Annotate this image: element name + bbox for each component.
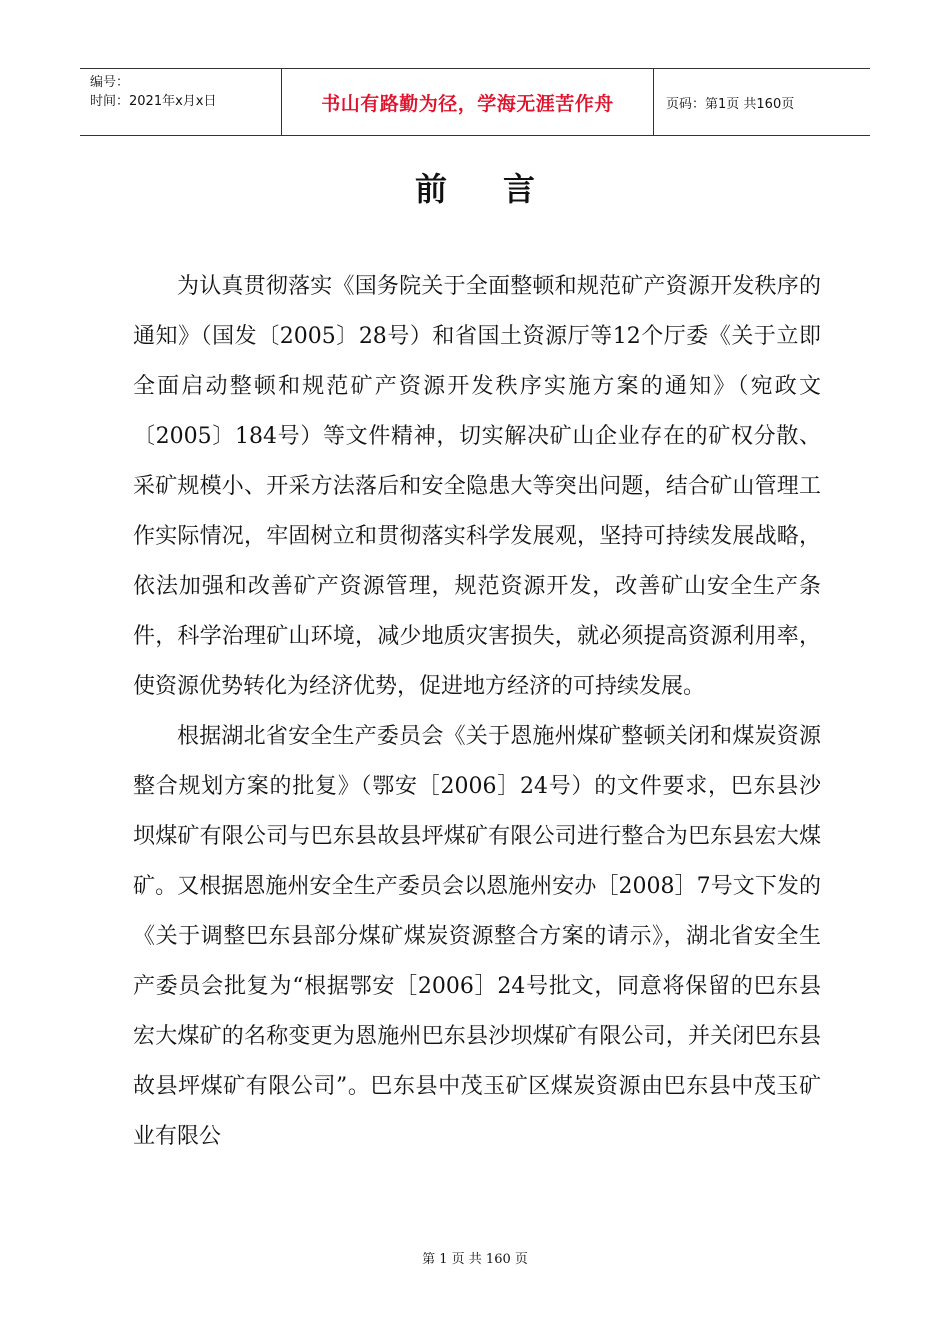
page-title: 前言 (414, 170, 591, 208)
page-footer: 第 1 页 共 160 页 (422, 1252, 528, 1267)
paragraph: 根据湖北省安全生产委员会《关于恩施州煤矿整顿关闭和煤炭资源整合规划方案的批复》（鄂安［2006］24号）的文件要求，巴东县沙坝煤矿有限公司与巴东县故县坪煤矿有限公司进行整合为巴东县宏大煤矿。又根据恩施州安全生产委员会以恩施州安办［2008］7号文下发的《关于调整巴东县部分煤矿煤炭资源整合方案的请示》，湖北省安全生产委员会批复为“根据鄂安［2006］24号批文，同意将保留的巴东县宏大煤矿的名称变更为恩施州巴东县沙坝煤矿有限公司，并关闭巴东县故县坪煤矿有限公司”。巴东县中茂玉矿区煤炭资源由巴东县中茂玉矿业有限公 (133, 724, 821, 1149)
time-label: 时间：2021年x月x日 (90, 94, 217, 109)
header-motto: 书山有路勤为径，学海无涯苦作舟 (282, 69, 654, 135)
number-label: 编号： (90, 75, 130, 90)
document-body (133, 262, 821, 1162)
header-table (80, 68, 870, 136)
header-meta-cell (80, 69, 282, 135)
header-page-info: 页码：第1页 共160页 (666, 96, 795, 112)
paragraph: 为认真贯彻落实《国务院关于全面整顿和规范矿产资源开发秩序的通知》（国发〔2005〕28号）和省国土资源厅等12个厅委《关于立即全面启动整顿和规范矿产资源开发秩序实施方案的通知》（宛政文〔2005〕184号）等文件精神，切实解决矿山企业存在的矿权分散、采矿规模小、开采方法落后和安全隐患大等突出问题，结合矿山管理工作实际情况，牢固树立和贯彻落实科学发展观，坚持可持续发展战略，依法加强和改善矿产资源管理，规范资源开发，改善矿山安全生产条件，科学治理矿山环境，减少地质灾害损失，就必须提高资源利用率，使资源优势转化为经济优势，促进地方经济的可持续发展。 (133, 274, 821, 699)
